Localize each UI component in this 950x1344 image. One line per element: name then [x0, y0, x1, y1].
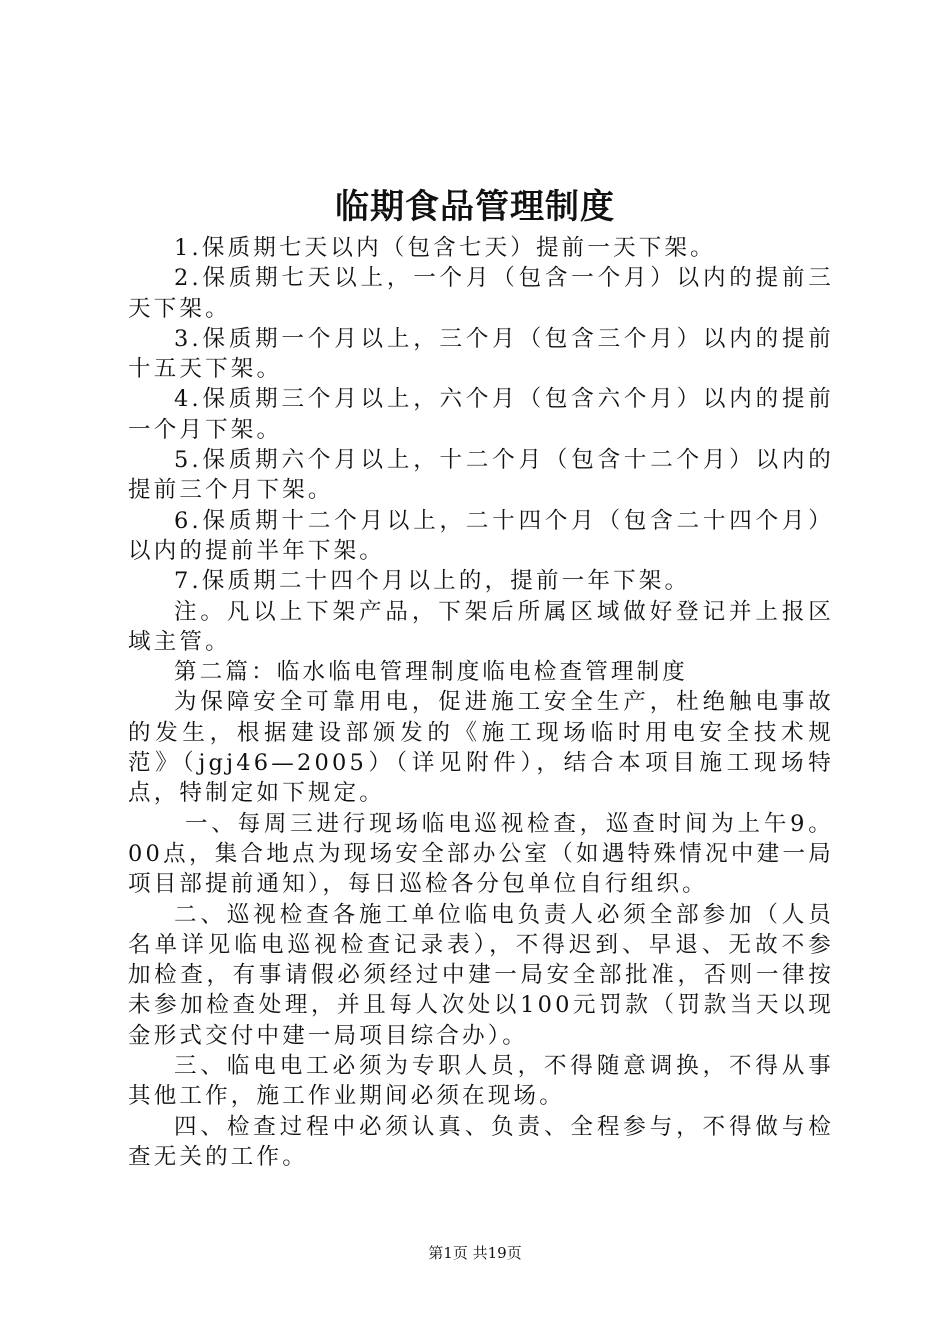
rule-paragraph-2: 2.保质期七天以上，一个月（包含一个月）以内的提前三天下架。: [128, 265, 834, 322]
intro-paragraph: 为保障安全可靠用电，促进施工安全生产，杜绝触电事故的发生，根据建设部颁发的《施工现场临时用电安全技术规范》（jgj46—2005）（详见附件），结合本项目施工现场特点，特制定如下规定。: [128, 689, 834, 807]
regulation-item-2: 二、巡视检查各施工单位临电负责人必须全部参加（人员名单详见临电巡视检查记录表），不得迟到、早退、无故不参加检查，有事请假必须经过中建一局安全部批准，否则一律按未参加检查处理，并且每人次处以100元罚款（罚款当天以现金形式交付中建一局项目综合办）。: [128, 901, 834, 1049]
regulation-item-4: 四、检查过程中必须认真、负责、全程参与，不得做与检查无关的工作。: [128, 1113, 834, 1170]
rule-paragraph-6: 6.保质期十二个月以上，二十四个月（包含二十四个月）以内的提前半年下架。: [128, 507, 834, 564]
rule-paragraph-3: 3.保质期一个月以上，三个月（包含三个月）以内的提前十五天下架。: [128, 325, 834, 383]
note-paragraph: 注。凡以上下架产品，下架后所属区域做好登记并上报区域主管。: [128, 598, 834, 655]
page-number: 第1页 共19页: [428, 1244, 522, 1262]
section-heading: 第二篇：临水临电管理制度临电检查管理制度: [174, 659, 689, 686]
regulation-item-1: 一、每周三进行现场临电巡视检查，巡查时间为上午9。00点，集合地点为现场安全部办公室（如遇特殊情况中建一局项目部提前通知），每日巡检各分包单位自行组织。: [128, 810, 834, 898]
rule-paragraph-7: 7.保质期二十四个月以上的，提前一年下架。: [174, 568, 691, 595]
rule-paragraph-4: 4.保质期三个月以上，六个月（包含六个月）以内的提前一个月下架。: [128, 386, 834, 443]
document-title: 临期食品管理制度: [335, 187, 615, 227]
rule-paragraph-1: 1.保质期七天以内（包含七天）提前一天下架。: [174, 235, 716, 261]
rule-paragraph-5: 5.保质期六个月以上，十二个月（包含十二个月）以内的提前三个月下架。: [128, 447, 834, 504]
page-footer: [0, 1241, 950, 1265]
regulation-item-3: 三、临电电工必须为专职人员，不得随意调换，不得从事其他工作，施工作业期间必须在现场。: [128, 1053, 834, 1110]
document-body: [128, 233, 834, 1172]
